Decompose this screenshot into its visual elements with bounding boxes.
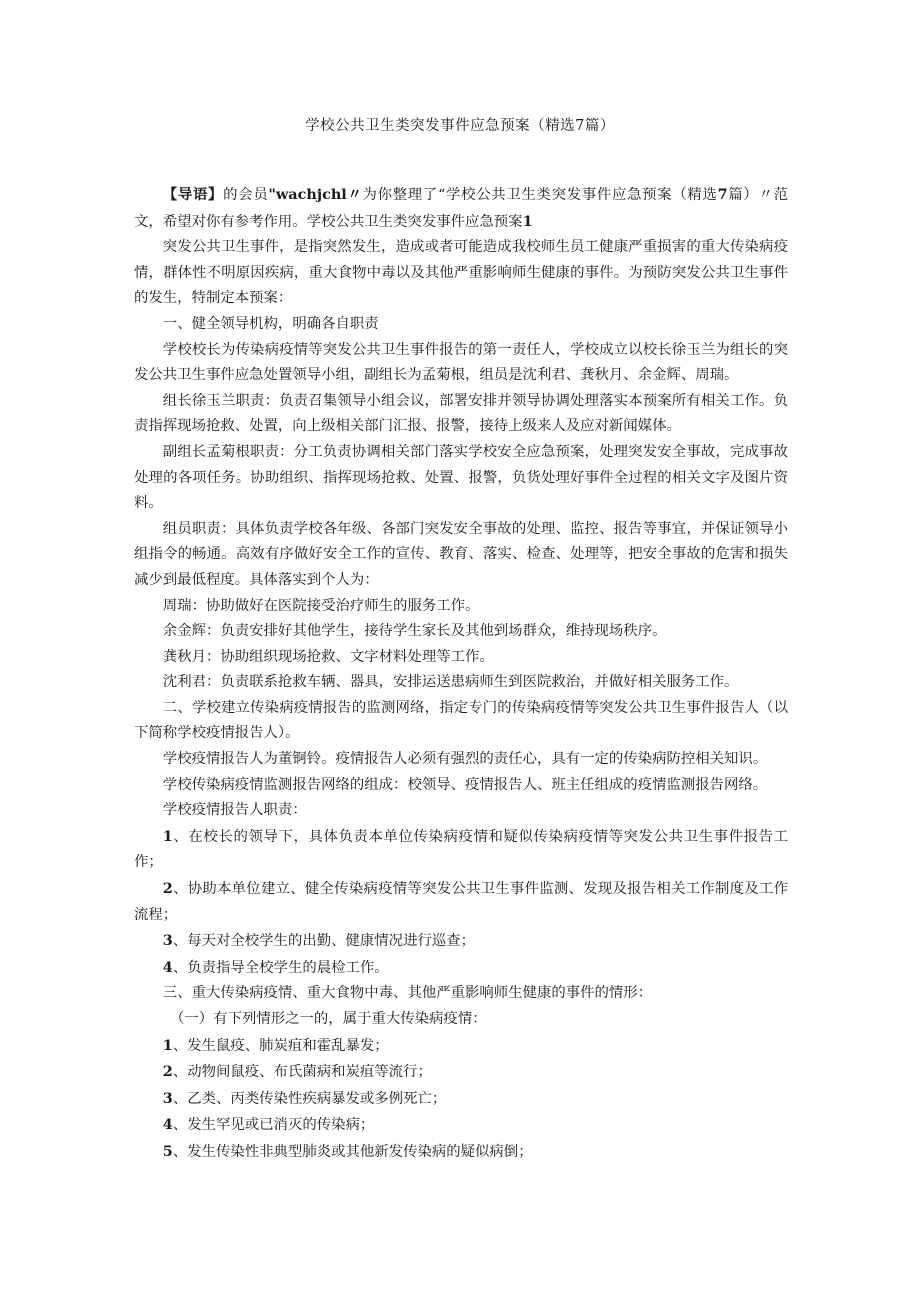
paragraph: 余金辉：负责安排好其他学生，接待学生家长及其他到场群众，维持现场秩序。 — [162, 623, 667, 640]
paragraph: 学校校长为传染病疫情等突发公共卫生事件报告的第一责任人，学校成立以校长徐玉兰为组长的突发公共卫生事件应急处置领导小组，副组长为孟菊根，组员是沈利君、龚秋月、余金辉、周瑞。 — [134, 341, 788, 384]
paragraph: 组员职责：具体负责学校各年级、各部门突发安全事故的处理、监控、报告等事宜，并保证领导小组指令的畅通。高效有序做好安全工作的宣传、教育、落实、检查、处理等，把安全事故的危害和损失减少到最低程度。具体落实到个人为： — [134, 520, 788, 588]
list-item: 1、在校长的领导下，具体负责本单位传染病疫情和疑似传染病疫情等突发公共卫生事件报告工作； — [134, 827, 788, 871]
document-body — [134, 182, 788, 1166]
member-name: "wachjchl〃 — [268, 186, 363, 203]
paragraph: 龚秋月：协助组织现场抢救、文字材料处理等工作。 — [162, 648, 494, 665]
section-heading: 一、健全领导机构，明确各自职责 — [162, 315, 379, 332]
paragraph: 副组长孟菊根职责：分工负责协调相关部门落实学校安全应急预案，处理突发安全事故，完成事故处理的各项任务。协助组织、指挥现场抢救、处置、报警，负货处理好事件全过程的相关文字及图片资料。 — [134, 443, 788, 512]
paragraph: 学校疫情报告人职责： — [162, 802, 307, 819]
section-heading: 二、学校建立传染病疫情报告的监测网络，指定专门的传染病疫情等突发公共卫生事件报告人（以下简称学校疫情报告人）。 — [134, 699, 788, 742]
list-item: 3、每天对全校学生的出勤、健康情况进行巡查； — [162, 932, 476, 950]
intro-bracket: 【导语】 — [162, 186, 224, 203]
list-item: 5、发生传染性非典型肺炎或其他新发传染病的疑似病倒； — [162, 1142, 533, 1160]
list-item: 4、发生罕见或已消灭的传染病； — [162, 1116, 375, 1134]
subsection-heading: （一）有下列情形之一的，属于重大传染病疫情： — [170, 1011, 487, 1027]
paragraph: 学校传染病疫情监测报告网络的组成：校领导、疫情报告人、班主任组成的疫情监测报告网络。 — [162, 776, 768, 793]
list-item: 2、协助本单位建立、健全传染病疫情等突发公共卫生事件监测、发现及报告相关工作制度及工作流程； — [134, 880, 788, 923]
paragraph: 学校疫情报告人为董锕铃。疫情报告人必须有强烈的责任心，具有一定的传染病防控相关知识。 — [162, 751, 768, 768]
list-item: 1、发生鼠疫、肺炭疽和霍乱暴发； — [162, 1036, 389, 1054]
list-item: 3、乙类、丙类传染性疾病暴发或多例死亡； — [162, 1089, 447, 1107]
paragraph: 组长徐玉兰职责：负责召集领导小组会议，部署安排并领导协调处理落实本预案所有相关工作。负责指挥现场抢救、处置，向上级相关部门汇报、报警，接待上级来人及应对新闻媒体。 — [134, 392, 788, 435]
list-item: 4、负责指导全校学生的晨检工作。 — [162, 958, 389, 976]
intro-paragraph: 【导语】的会员"wachjchl〃为你整理了“学校公共卫生类突发事件应急预案（精选7篇）〃范文，希望对你有参考作用。学校公共卫生类突发事件应急预案1 — [134, 186, 788, 230]
paragraph: 突发公共卫生事件，是指突然发生，造成或者可能造成我校师生员工健康严重损害的重大传染病疫情，群体性不明原因疾病，重大食物中毒以及其他严重影响师生健康的事件。为预防突发公共卫生事件的发生，特制定本预案： — [134, 239, 788, 307]
section-heading: 三、重大传染病疫情、重大食物中毒、其他严重影响师生健康的事件的情形： — [162, 985, 653, 1002]
list-item: 2、动物间鼠疫、布氏菌病和炭疽等流行； — [162, 1063, 432, 1081]
document-title: 学校公共卫生类突发事件应急预案（精选7篇） — [305, 118, 615, 134]
paragraph: 沈利君：负责联系抢救车辆、器具，安排运送患病师生到医院救治，并做好相关服务工作。 — [162, 674, 739, 691]
paragraph: 周瑞：协助做好在医院接受治疗师生的服务工作。 — [162, 597, 480, 614]
